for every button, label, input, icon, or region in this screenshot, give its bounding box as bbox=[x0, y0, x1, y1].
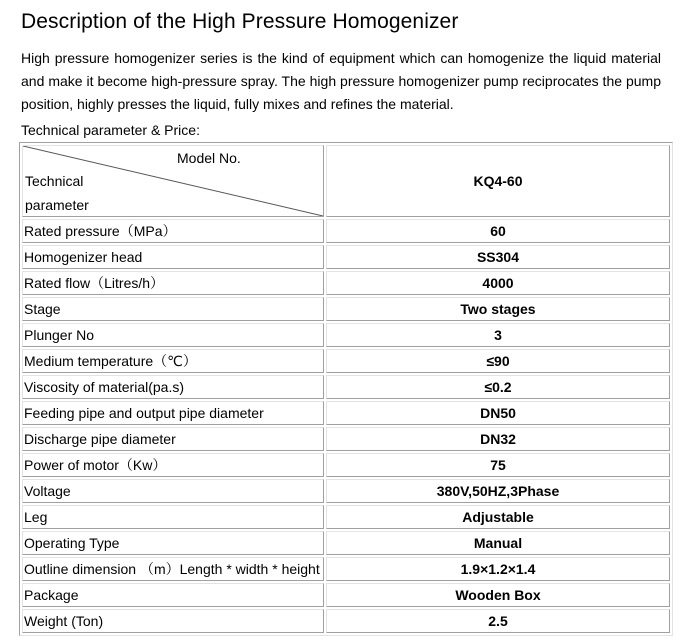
table-row bbox=[22, 427, 670, 451]
parameter-label-cell: Voltage bbox=[22, 479, 324, 503]
spec-table bbox=[19, 142, 673, 636]
parameter-label-cell: Feeding pipe and output pipe diameter bbox=[22, 401, 324, 425]
model-no-label: Model No. bbox=[177, 150, 241, 166]
table-header-row bbox=[22, 145, 670, 217]
table-row bbox=[22, 349, 670, 373]
parameter-value-cell: 75 bbox=[326, 453, 670, 477]
parameter-value-cell: 60 bbox=[326, 219, 670, 243]
parameter-value-cell: 4000 bbox=[326, 271, 670, 295]
parameter-value-cell: ≤0.2 bbox=[326, 375, 670, 399]
technical-parameter-label-line2: parameter bbox=[25, 197, 89, 213]
table-row bbox=[22, 375, 670, 399]
model-value-cell: KQ4-60 bbox=[326, 145, 670, 217]
parameter-label-cell: Package bbox=[22, 583, 324, 607]
table-row bbox=[22, 271, 670, 295]
parameter-value-cell: SS304 bbox=[326, 245, 670, 269]
table-row bbox=[22, 323, 670, 347]
parameter-label-cell: Rated pressure（MPa） bbox=[22, 219, 324, 243]
parameter-label-cell: Homogenizer head bbox=[22, 245, 324, 269]
parameter-value-cell: 2.5 bbox=[326, 609, 670, 633]
parameter-value-cell: 3 bbox=[326, 323, 670, 347]
parameter-value-cell: DN32 bbox=[326, 427, 670, 451]
table-row bbox=[22, 401, 670, 425]
parameter-label-cell: Rated flow（Litres/h） bbox=[22, 271, 324, 295]
parameter-value-cell: Manual bbox=[326, 531, 670, 555]
table-row bbox=[22, 219, 670, 243]
table-row bbox=[22, 453, 670, 477]
parameter-value-cell: DN50 bbox=[326, 401, 670, 425]
table-row bbox=[22, 557, 670, 581]
table-caption: Technical parameter & Price: bbox=[21, 122, 200, 138]
header-corner-cell bbox=[22, 145, 324, 217]
parameter-value-cell: Two stages bbox=[326, 297, 670, 321]
table-row bbox=[22, 531, 670, 555]
parameter-label-cell: Medium temperature（℃） bbox=[22, 349, 324, 373]
parameter-label-cell: Power of motor（Kw） bbox=[22, 453, 324, 477]
parameter-label-cell: Leg bbox=[22, 505, 324, 529]
parameter-value-cell: Wooden Box bbox=[326, 583, 670, 607]
parameter-value-cell: 1.9×1.2×1.4 bbox=[326, 557, 670, 581]
technical-parameter-label-line1: Technical bbox=[25, 173, 84, 189]
parameter-label-cell: Outline dimension （m）Length * width * height bbox=[22, 557, 324, 581]
table-row bbox=[22, 245, 670, 269]
parameter-label-cell: Stage bbox=[22, 297, 324, 321]
parameter-value-cell: ≤90 bbox=[326, 349, 670, 373]
description-paragraph: High pressure homogenizer series is the kind of equipment which can homogenize the liquid material and make it become high-pressure spray. The high pressure homogenizer pump reciprocates the pump position, highly presses the liquid, fully mixes and refines the material. bbox=[21, 50, 661, 112]
page-title: Description of the High Pressure Homogenizer bbox=[21, 10, 459, 33]
parameter-label-cell: Operating Type bbox=[22, 531, 324, 555]
parameter-label-cell: Viscosity of material(pa.s) bbox=[22, 375, 324, 399]
parameter-label-cell: Discharge pipe diameter bbox=[22, 427, 324, 451]
parameter-value-cell: Adjustable bbox=[326, 505, 670, 529]
parameter-value-cell: 380V,50HZ,3Phase bbox=[326, 479, 670, 503]
table-row bbox=[22, 297, 670, 321]
table-row bbox=[22, 505, 670, 529]
table-row bbox=[22, 583, 670, 607]
parameter-label-cell: Weight (Ton) bbox=[22, 609, 324, 633]
table-row bbox=[22, 479, 670, 503]
table-row bbox=[22, 609, 670, 633]
parameter-label-cell: Plunger No bbox=[22, 323, 324, 347]
spec-table-body bbox=[22, 145, 670, 633]
